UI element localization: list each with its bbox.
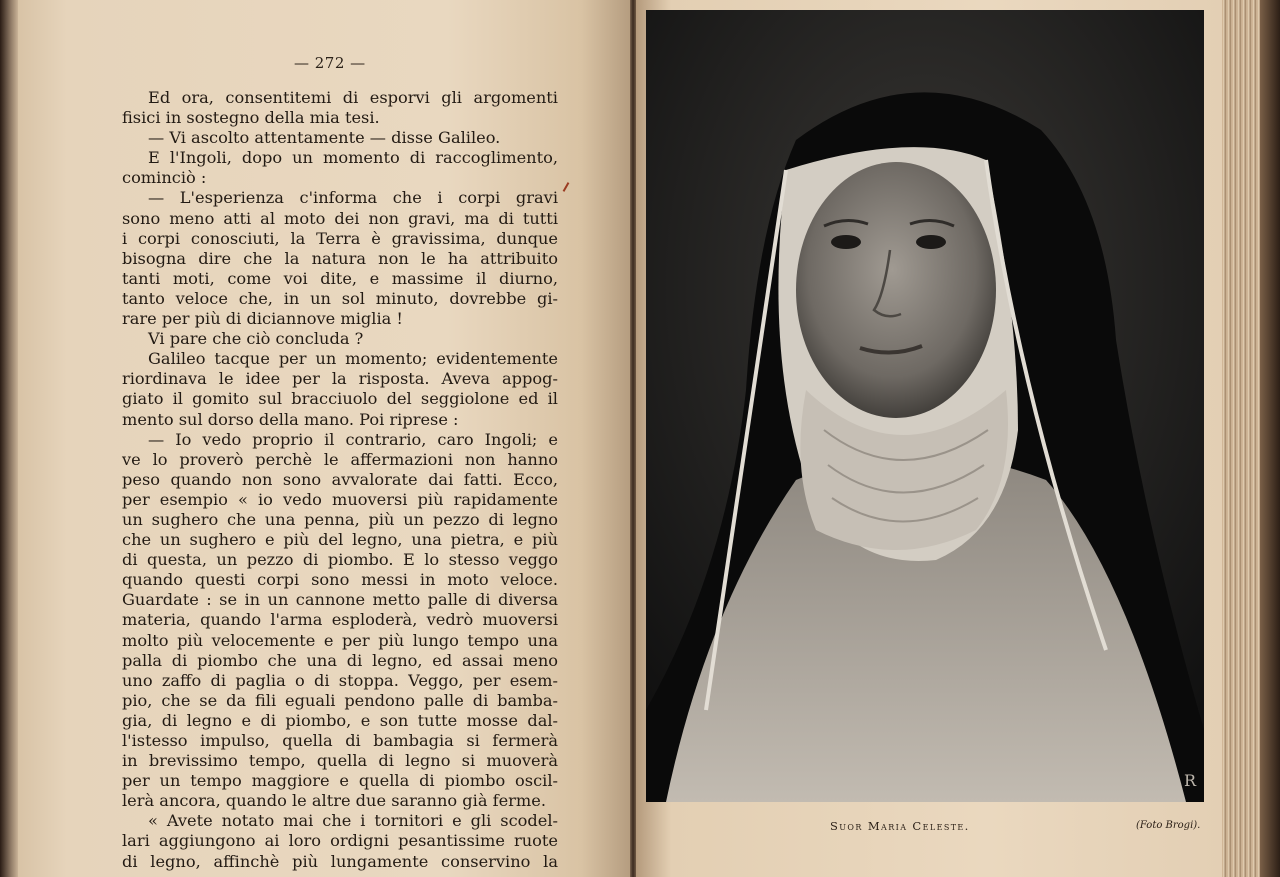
portrait-photo	[646, 10, 1204, 802]
text-line: materia, quando l'arma esploderà, vedrò muoversi	[122, 610, 558, 630]
text-line: Guardate : se in un cannone metto palle di diversa	[122, 590, 558, 610]
text-line: pio, che se da fili eguali pendono palle di bamba-	[122, 690, 558, 710]
page-number: — 272 —	[294, 54, 366, 72]
text-line: rare per più di diciannove miglia !	[122, 309, 403, 329]
text-line: cominciò :	[122, 168, 207, 188]
portrait-caption: Suor Maria Celeste.	[830, 819, 970, 833]
text-line: giato il gomito sul bracciuolo del seggiolone ed il	[122, 389, 558, 409]
text-line: tanti moti, come voi dite, e massime il diurno,	[122, 268, 558, 288]
text-line: di questa, un pezzo di piombo. E lo stesso veggo	[122, 550, 558, 570]
text-line: — L'esperienza c'informa che i corpi gravi	[148, 188, 558, 208]
book-cover-edge	[0, 0, 18, 877]
text-line: gia, di legno e di piombo, e son tutte mosse dal-	[122, 710, 558, 730]
text-line: molto più velocemente e per più lungo tempo una	[122, 630, 558, 650]
text-line: uno zaffo di paglia o di stoppa. Veggo, per esem-	[122, 670, 558, 690]
text-line: — Vi ascolto attentamente — disse Galileo.	[148, 128, 501, 148]
page-edges	[1222, 0, 1280, 877]
text-line: di legno, affinchè più lungamente conservino la	[122, 851, 558, 871]
text-line: lari aggiungono ai loro ordigni pesantissime ruote	[122, 831, 558, 851]
text-line: palla di piombo che una di legno, ed assai meno	[122, 650, 558, 670]
text-line: « Avete notato mai che i tornitori e gli scodel-	[148, 811, 558, 831]
photographer-monogram: R	[1184, 771, 1197, 790]
text-line: un sughero che una penna, più un pezzo di legno	[122, 509, 558, 529]
text-line: mento sul dorso della mano. Poi riprese :	[122, 409, 459, 429]
text-line: bisogna dire che la natura non le ha attribuito	[122, 248, 558, 268]
text-line: quando questi corpi sono messi in moto veloce.	[122, 570, 558, 590]
text-line: i corpi conosciuti, la Terra è gravissima, dunque	[122, 228, 558, 248]
text-line: sono meno atti al moto dei non gravi, ma di tutti	[122, 208, 558, 228]
photo-credit: (Foto Brogi).	[1136, 820, 1201, 831]
text-line: Vi pare che ciò concluda ?	[148, 329, 364, 349]
text-line: l'istesso impulso, quella di bambagia si fermerà	[122, 731, 558, 750]
text-line: Ed ora, consentitemi di esporvi gli argomenti	[148, 88, 558, 107]
text-line: per esempio « io vedo muoversi più rapidamente	[122, 489, 558, 509]
text-line: in brevissimo tempo, quella di legno si muoverà	[122, 751, 558, 771]
text-line: riordinava le idee per la risposta. Aveva appog-	[122, 369, 558, 389]
text-line: tanto veloce che, in un sol minuto, dovrebbe gi-	[122, 288, 558, 308]
text-line: che un sughero e più del legno, una pietra, e più	[122, 530, 558, 550]
text-line: Galileo tacque per un momento; evidentemente	[148, 349, 558, 369]
text-line: peso quando non sono avvalorate dai fatti. Ecco,	[122, 469, 558, 489]
text-line: per un tempo maggiore e quella di piombo oscil-	[122, 771, 558, 791]
text-line: lerà ancora, quando le altre due saranno già ferme.	[122, 791, 546, 811]
text-line: E l'Ingoli, dopo un momento di raccoglimento,	[148, 148, 558, 168]
text-line: fisici in sostegno della mia tesi.	[122, 108, 380, 128]
text-line: — Io vedo proprio il contrario, caro Ingoli; e	[148, 429, 558, 449]
text-line: ve lo proverò perchè le affermazioni non hanno	[122, 449, 558, 469]
body-text	[122, 88, 558, 872]
portrait-illustration	[646, 10, 1204, 802]
